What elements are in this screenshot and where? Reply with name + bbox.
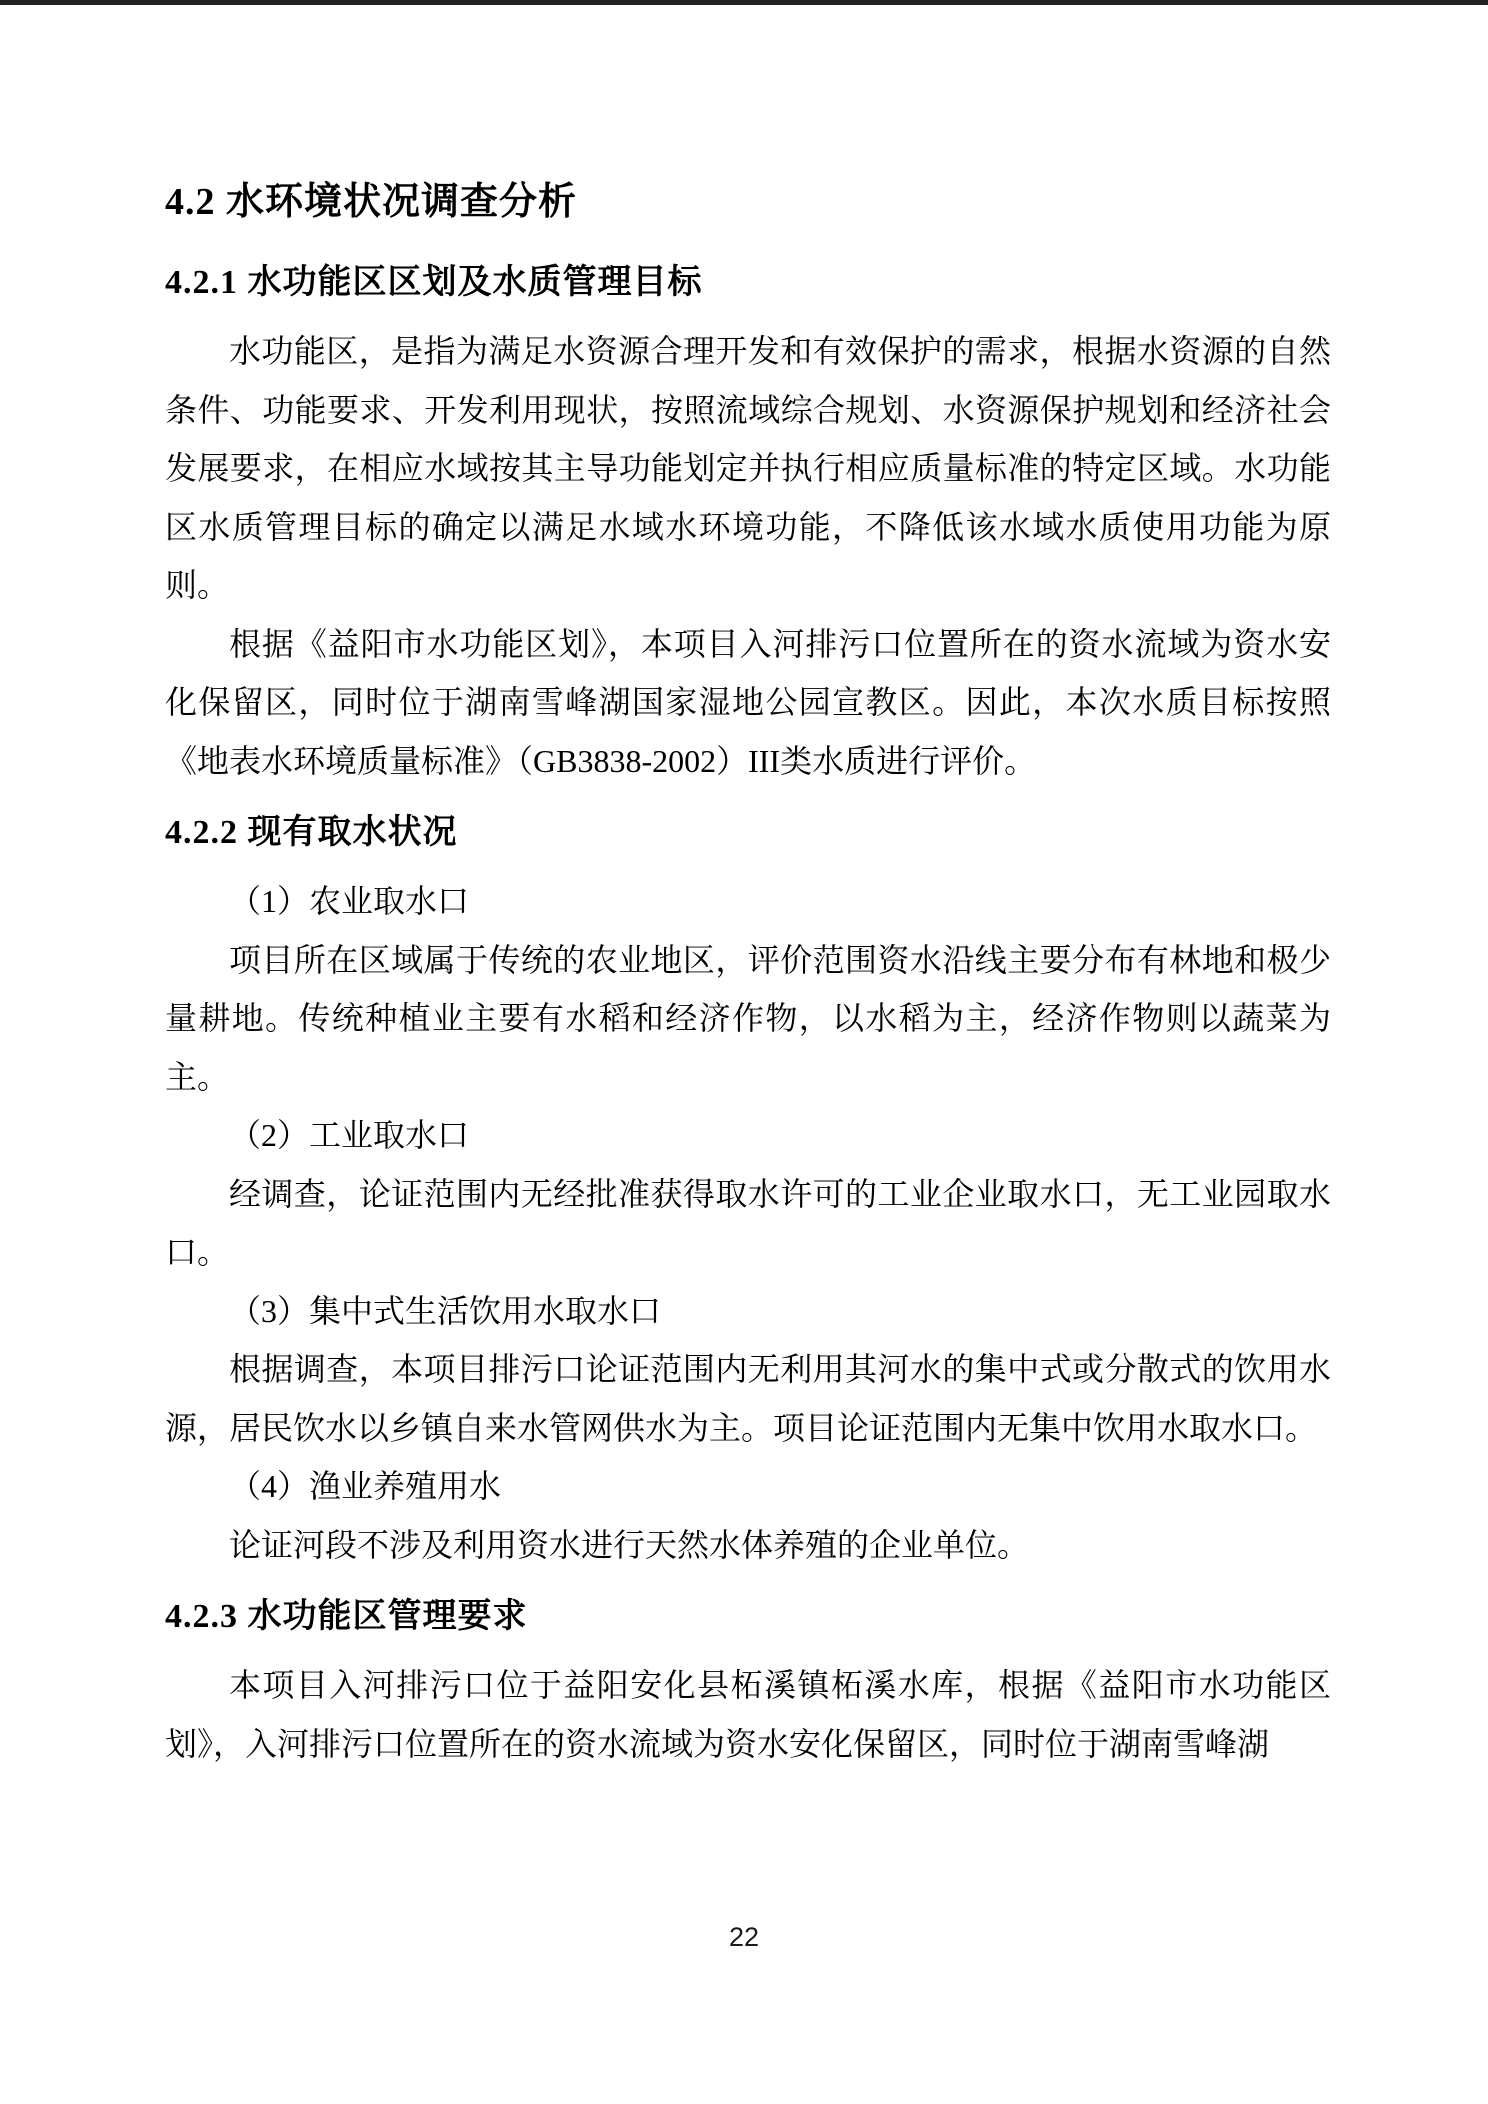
list-item-1-agriculture-intake-label: （1）农业取水口 (229, 883, 470, 919)
document-body (165, 0, 1331, 1773)
list-item-4-fishery-water-label: （4）渔业养殖用水 (229, 1468, 502, 1504)
page-number: 22 (728, 1922, 760, 1952)
subsection-heading-4-2-3: 4.2.3 水功能区管理要求 (165, 1598, 528, 1635)
paragraph-water-function-zone-definition: 水功能区，是指为满足水资源合理开发和有效保护的需求，根据水资源的自然条件、功能要求、开发利用现状，按照流域综合规划、水资源保护规划和经济社会发展要求，在相应水域按其主导功能划定并执行相应质量标准的特定区域。水功能区水质管理目标的确定以满足水域水环境功能，不降低该水域水质使用功能为原则。 (165, 333, 1331, 603)
subsection-heading-4-2-1: 4.2.1 水功能区区划及水质管理目标 (165, 264, 703, 301)
paragraph-fishery-water: 论证河段不涉及利用资水进行天然水体养殖的企业单位。 (229, 1526, 1030, 1563)
list-item-2-industrial-intake-label: （2）工业取水口 (229, 1117, 470, 1153)
paragraph-water-quality-target: 根据《益阳市水功能区划》，本项目入河排污口位置所在的资水流域为资水安化保留区，同时位于湖南雪峰湖国家湿地公园宣教区。因此，本次水质目标按照《地表水环境质量标准》（GB3838-2002）III类水质进行评价。 (165, 625, 1331, 779)
paragraph-industrial-intake: 经调查，论证范围内无经批准获得取水许可的工业企业取水口，无工业园取水口。 (165, 1175, 1331, 1270)
subsection-heading-4-2-2: 4.2.2 现有取水状况 (165, 814, 458, 851)
section-title-4-2: 4.2 水环境状况调查分析 (165, 181, 578, 223)
paragraph-drinking-water-intake: 根据调查，本项目排污口论证范围内无利用其河水的集中式或分散式的饮用水源，居民饮水以乡镇自来水管网供水为主。项目论证范围内无集中饮用水取水口。 (165, 1351, 1331, 1446)
list-item-3-drinking-water-intake-label: （3）集中式生活饮用水取水口 (229, 1292, 662, 1329)
paragraph-management-requirements: 本项目入河排污口位于益阳安化县柘溪镇柘溪水库，根据《益阳市水功能区划》，入河排污口位置所在的资水流域为资水安化保留区，同时位于湖南雪峰湖 (165, 1667, 1331, 1762)
paragraph-agriculture-intake: 项目所在区域属于传统的农业地区，评价范围资水沿线主要分布有林地和极少量耕地。传统种植业主要有水稻和经济作物，以水稻为主，经济作物则以蔬菜为主。 (165, 941, 1331, 1095)
